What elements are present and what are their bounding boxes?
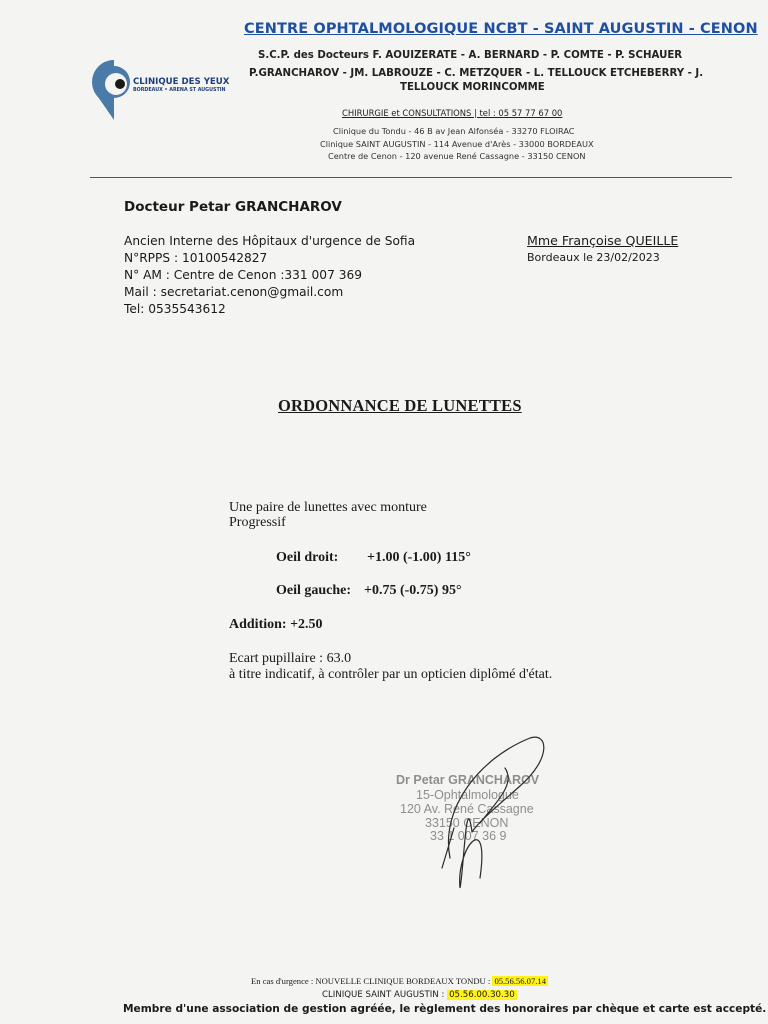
rx-line-2: Progressif	[229, 515, 286, 530]
right-eye-value: +1.00 (-1.00) 115°	[367, 550, 471, 565]
chirurgie-line: CHIRURGIE et CONSULTATIONS | tel : 05 57 77 67 00	[342, 108, 563, 118]
right-eye-label: Oeil droit:	[276, 550, 339, 565]
stamp-number: 33 1 007 36 9	[430, 829, 507, 843]
header-divider	[90, 177, 732, 178]
address-augustin: Clinique SAINT AUGUSTIN - 114 Avenue d'Arès - 33000 BORDEAUX	[320, 139, 594, 149]
doctor-name: Docteur Petar GRANCHAROV	[124, 199, 342, 215]
logo-name: CLINIQUE DES YEUX	[133, 77, 230, 87]
rx-line-1: Une paire de lunettes avec monture	[229, 500, 427, 515]
doctors-line-3: TELLOUCK MORINCOMME	[400, 82, 545, 93]
optician-note: à titre indicatif, à contrôler par un opticien diplômé d'état.	[229, 667, 553, 682]
stamp-name: Dr Petar GRANCHAROV	[396, 773, 540, 787]
doctor-title: Ancien Interne des Hôpitaux d'urgence de Sofia	[124, 234, 416, 248]
address-cenon: Centre de Cenon - 120 avenue René Cassagne - 33150 CENON	[328, 151, 586, 161]
urgence-phone: 05.56.56.07.14	[494, 976, 546, 986]
clinic-logo-icon	[90, 58, 138, 124]
addition: Addition: +2.50	[229, 617, 323, 632]
doctor-mail: Mail : secretariat.cenon@gmail.com	[124, 285, 344, 299]
footer-urgence	[251, 976, 548, 986]
augustin-phone: 05.56.00.30.30	[449, 990, 515, 1000]
doctor-rpps: N°RPPS : 10100542827	[124, 251, 268, 265]
logo-subtitle: BORDEAUX • ARENA ST AUGUSTIN	[133, 88, 226, 93]
stamp-city: 33150 CENON	[425, 816, 509, 830]
logo-eye-dot	[115, 79, 125, 89]
stamp-address: 120 Av. René Cassagne	[400, 802, 534, 816]
clinic-title: CENTRE OPHTALMOLOGIQUE NCBT - SAINT AUGUSTIN - CENON	[244, 21, 758, 37]
augustin-label: CLINIQUE SAINT AUGUSTIN :	[322, 990, 445, 1000]
prescription-title: ORDONNANCE DE LUNETTES	[278, 396, 522, 415]
doctors-line-2: P.GRANCHAROV - JM. LABROUZE - C. METZQUER - L. TELLOUCK ETCHEBERRY - J.	[249, 68, 704, 79]
doctor-tel: Tel: 0535543612	[124, 302, 226, 316]
stamp-specialty: 15-Ophtalmologue	[416, 788, 519, 802]
patient-name: Mme Françoise QUEILLE	[527, 233, 679, 248]
urgence-label: En cas d'urgence : NOUVELLE CLINIQUE BORDEAUX TONDU :	[251, 976, 491, 986]
place-date: Bordeaux le 23/02/2023	[527, 251, 660, 264]
left-eye-value: +0.75 (-0.75) 95°	[364, 583, 462, 598]
address-tondu: Clinique du Tondu - 46 B av Jean Alfonséa - 33270 FLOIRAC	[333, 126, 575, 136]
footer-membre: Membre d'une association de gestion agréée, le règlement des honoraires par chèque et carte est accepté.	[123, 1003, 767, 1015]
signature	[420, 728, 555, 896]
left-eye-label: Oeil gauche:	[276, 583, 352, 598]
doctor-am: N° AM : Centre de Cenon :331 007 369	[124, 268, 362, 282]
footer-augustin	[322, 990, 517, 1000]
doctors-line-1: S.C.P. des Docteurs F. AOUIZERATE - A. BERNARD - P. COMTE - P. SCHAUER	[258, 50, 683, 61]
pupillary-distance: Ecart pupillaire : 63.0	[229, 651, 352, 666]
